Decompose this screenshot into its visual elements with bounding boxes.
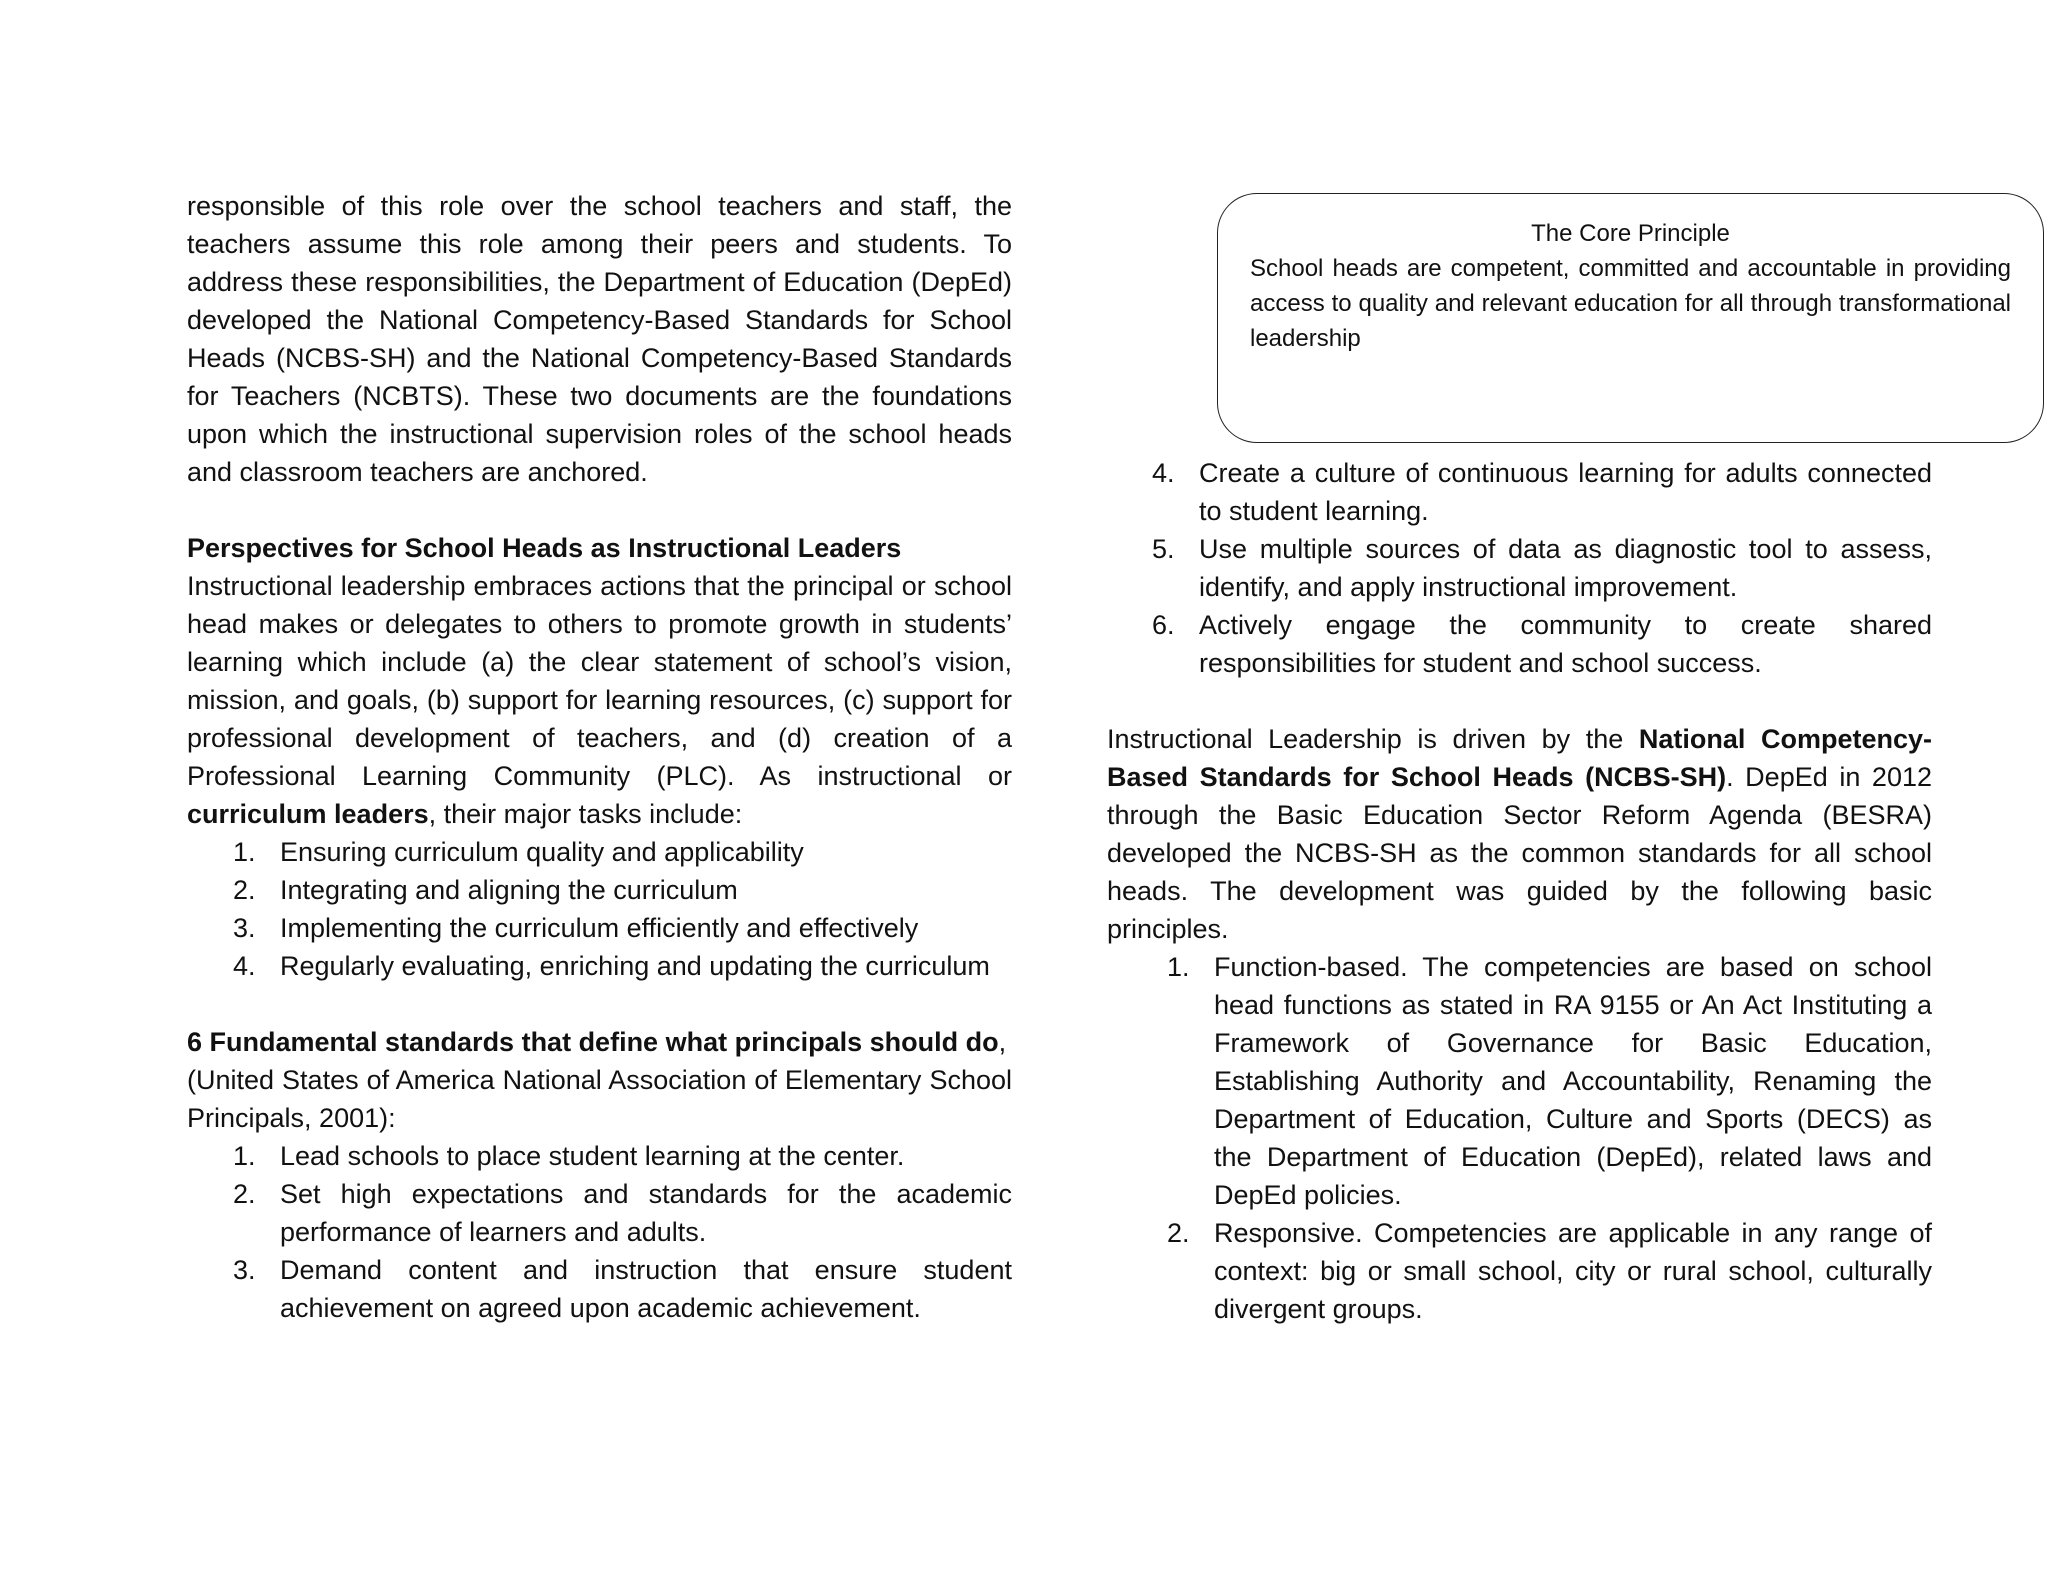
list-text: Create a culture of continuous learning for adults connected to student learning. bbox=[1199, 458, 1932, 526]
list-item bbox=[1167, 948, 1932, 1214]
list-item bbox=[233, 909, 1012, 947]
list-number: 4. bbox=[1152, 458, 1175, 488]
ncbs-paragraph bbox=[1107, 720, 1932, 948]
ncbs-bold: National Competency-Based Standards for School Heads (NCBS-SH) bbox=[1107, 724, 1932, 792]
list-number: 6. bbox=[1152, 610, 1175, 640]
list-item bbox=[233, 871, 1012, 909]
list-number: 1. bbox=[233, 1141, 256, 1171]
core-principle-box bbox=[1217, 193, 2044, 443]
spacer bbox=[187, 491, 1012, 529]
list-number: 1. bbox=[1167, 952, 1190, 982]
list-number: 2. bbox=[1167, 1218, 1190, 1248]
standards-heading bbox=[187, 1023, 1012, 1061]
list-item bbox=[233, 1137, 1012, 1175]
list-text: Implementing the curriculum efficiently and effectively bbox=[280, 913, 919, 943]
list-item bbox=[1152, 530, 1932, 606]
list-number: 3. bbox=[233, 913, 256, 943]
list-item bbox=[1167, 1214, 1932, 1328]
list-text: Integrating and aligning the curriculum bbox=[280, 875, 738, 905]
list-text: Lead schools to place student learning at the center. bbox=[280, 1141, 905, 1171]
list-text: Use multiple sources of data as diagnostic tool to assess, identify, and apply instructional improvement. bbox=[1199, 534, 1932, 602]
list-text: Responsive. Competencies are applicable in any range of context: big or small school, city or rural school, culturally divergent groups. bbox=[1214, 1218, 1932, 1324]
list-number: 2. bbox=[233, 1179, 256, 1209]
perspectives-text-before: Instructional leadership embraces actions that the principal or school head makes or delegates to others to promote growth in students’ learning which include (a) the clear statement of school’s vision, mission, and goals, (b) support for learning resources, (c) support for professional development of teachers, and (d) creation of a Professional Learning Community (PLC). As instructional or bbox=[187, 571, 1012, 791]
list-item bbox=[233, 1175, 1012, 1251]
standards-heading-comma: , bbox=[998, 1027, 1007, 1057]
list-text: Actively engage the community to create shared responsibilities for student and school success. bbox=[1199, 610, 1932, 678]
curriculum-leaders-bold: curriculum leaders bbox=[187, 799, 429, 829]
perspectives-heading: Perspectives for School Heads as Instructional Leaders bbox=[187, 533, 902, 563]
list-text: Ensuring curriculum quality and applicability bbox=[280, 837, 804, 867]
list-text: Regularly evaluating, enriching and updating the curriculum bbox=[280, 951, 990, 981]
list-text: Set high expectations and standards for the academic performance of learners and adults. bbox=[280, 1179, 1012, 1247]
list-number: 2. bbox=[233, 875, 256, 905]
standards-list bbox=[187, 1137, 1012, 1327]
list-number: 4. bbox=[233, 951, 256, 981]
ncbs-text-after: . DepEd in 2012 through the Basic Education Sector Reform Agenda (BESRA) developed the NCBS-SH as the common standards for all school heads. The development was guided by the following basic principles. bbox=[1107, 762, 1932, 944]
list-item bbox=[233, 947, 1012, 985]
standards-continued-list bbox=[1107, 454, 1932, 682]
perspectives-text-after: , their major tasks include: bbox=[428, 799, 743, 829]
list-number: 1. bbox=[233, 837, 256, 867]
standards-heading-bold: 6 Fundamental standards that define what principals should do bbox=[187, 1027, 999, 1057]
right-column bbox=[1107, 454, 1932, 1328]
tasks-list bbox=[187, 833, 1012, 985]
intro-paragraph: responsible of this role over the school teachers and staff, the teachers assume this role among their peers and students. To address these responsibilities, the Department of Education (DepEd) developed the National Competency-Based Standards for School Heads (NCBS-SH) and the National Competency-Based Standards for Teachers (NCBTS). These two documents are the foundations upon which the instructional supervision roles of the school heads and classroom teachers are anchored. bbox=[187, 191, 1012, 487]
list-text: Demand content and instruction that ensure student achievement on agreed upon academic achievement. bbox=[280, 1255, 1012, 1323]
spacer bbox=[187, 985, 1012, 1023]
list-item bbox=[1152, 454, 1932, 530]
spacer bbox=[1107, 682, 1932, 720]
left-column bbox=[187, 187, 1012, 1327]
list-item bbox=[233, 833, 1012, 871]
list-number: 5. bbox=[1152, 534, 1175, 564]
list-number: 3. bbox=[233, 1255, 256, 1285]
list-text: Function-based. The competencies are based on school head functions as stated in RA 9155 or An Act Instituting a Framework of Governance for Basic Education, Establishing Authority and Accountability, Renaming the Department of Education, Culture and Sports (DECS) as the Department of Education (DepEd), related laws and DepEd policies. bbox=[1214, 952, 1932, 1210]
perspectives-paragraph bbox=[187, 567, 1012, 833]
ncbs-text-before: Instructional Leadership is driven by the bbox=[1107, 724, 1639, 754]
list-item bbox=[233, 1251, 1012, 1327]
core-principle-title: The Core Principle bbox=[1531, 220, 1730, 247]
core-principle-text: School heads are competent, committed and accountable in providing access to quality and relevant education for all through transformational leadership bbox=[1250, 255, 2011, 352]
principles-list bbox=[1107, 948, 1932, 1328]
list-item bbox=[1152, 606, 1932, 682]
standards-source: (United States of America National Association of Elementary School Principals, 2001): bbox=[187, 1065, 1012, 1133]
